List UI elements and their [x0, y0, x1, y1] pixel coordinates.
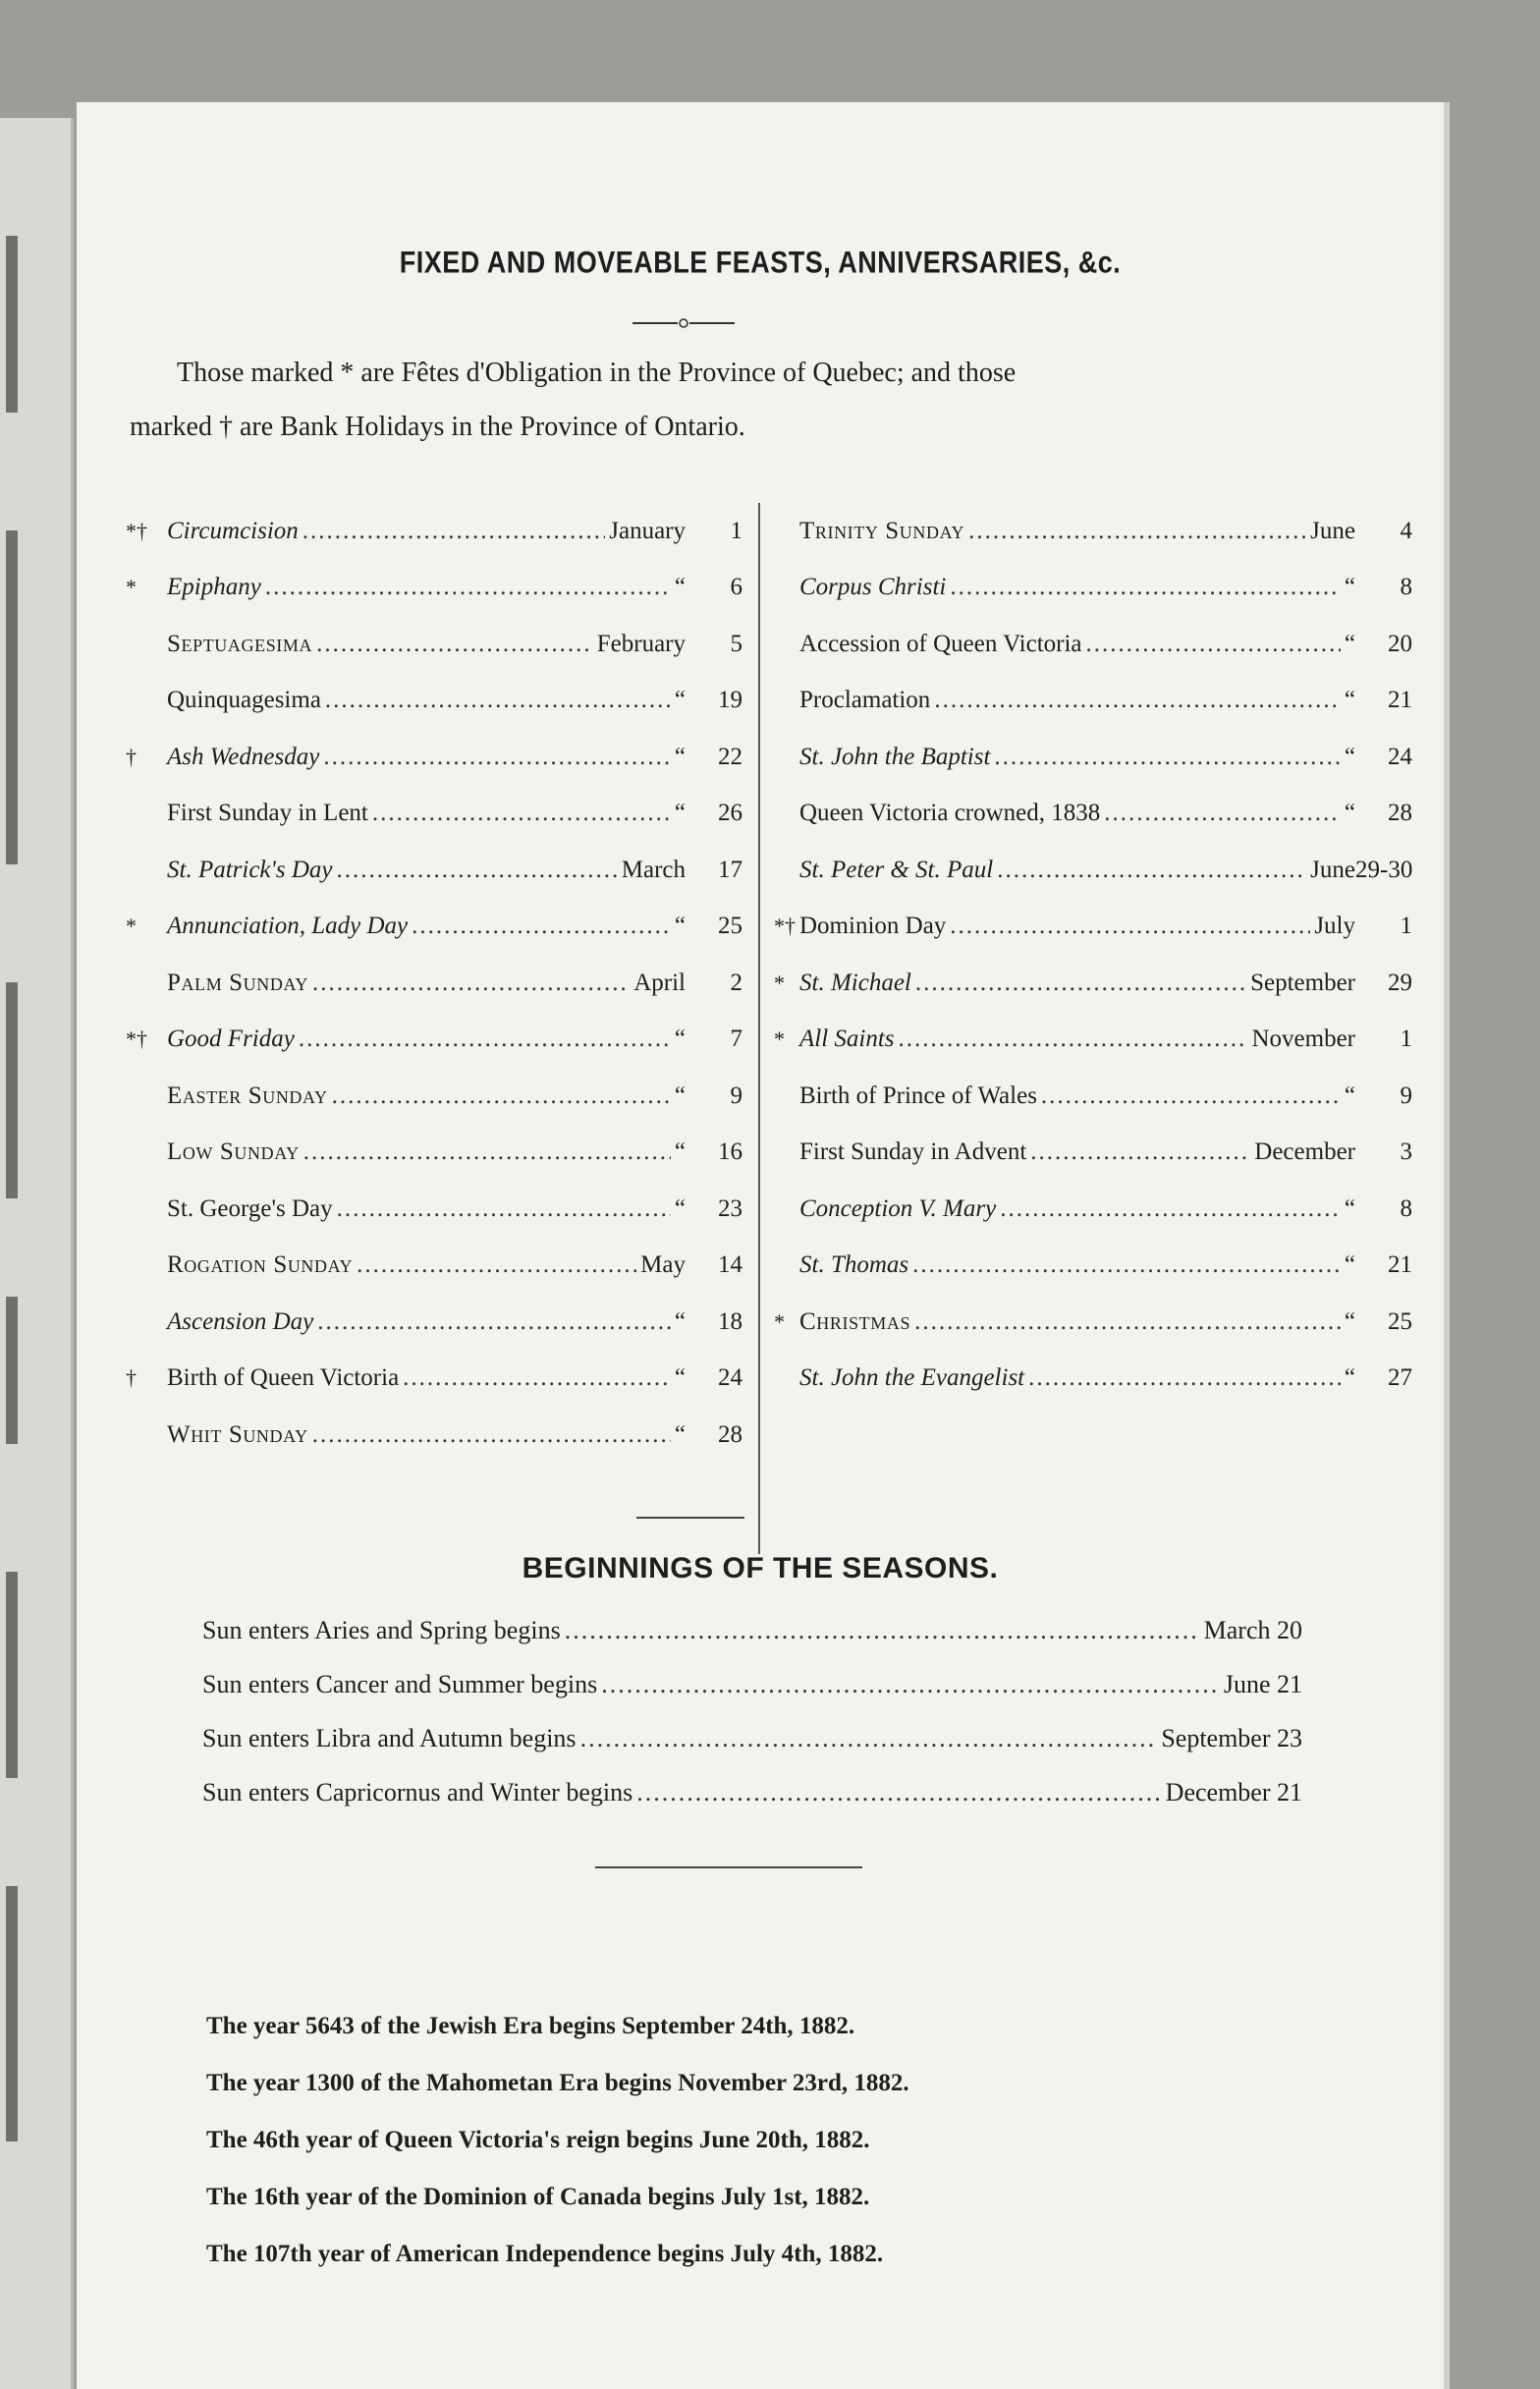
feast-day: 23: [718, 1194, 742, 1222]
print-bleed-mark: [6, 1572, 18, 1778]
leader-dots: [312, 1421, 671, 1449]
feast-row: [774, 729, 1412, 786]
season-date: June 21: [1223, 1669, 1302, 1698]
feast-mark: †: [126, 744, 137, 769]
feast-mark: *†: [126, 518, 147, 543]
page-title: FIXED AND MOVEABLE FEASTS, ANNIVERSARIES, &c.: [399, 245, 1122, 280]
feast-day: 25: [718, 913, 742, 940]
feast-name: Easter Sunday: [167, 1082, 328, 1109]
feast-day: 3: [1400, 1139, 1412, 1166]
feast-day: 20: [1388, 630, 1412, 657]
feast-name: Palm Sunday: [167, 969, 308, 996]
feast-month: “: [1344, 687, 1355, 714]
era-line: The 107th year of American Independence begins July 4th, 1882.: [206, 2241, 884, 2267]
feast-month: “: [674, 574, 686, 601]
leader-dots: [302, 518, 605, 545]
seasons-title: BEGINNINGS OF THE SEASONS.: [522, 1552, 999, 1584]
feast-row: [774, 1351, 1412, 1408]
season-label: Sun enters Libra and Autumn begins: [202, 1723, 577, 1752]
feast-row: [116, 1351, 742, 1408]
leader-dots: [1030, 1139, 1250, 1166]
feast-day: 25: [1388, 1307, 1412, 1335]
leader-dots: [265, 574, 671, 601]
feast-month: “: [674, 913, 686, 940]
feast-row: [774, 1181, 1412, 1238]
leader-dots: [934, 687, 1341, 714]
leader-dots: [323, 744, 671, 771]
feasts-right-column: [774, 503, 1412, 1407]
feast-name: First Sunday in Lent: [167, 800, 368, 827]
feast-mark: †: [126, 1365, 137, 1391]
feast-day: 29-30: [1355, 856, 1413, 883]
feast-day: 8: [1400, 1194, 1412, 1222]
feast-month: “: [674, 1364, 686, 1392]
leader-dots: [994, 744, 1340, 771]
leader-dots: [412, 913, 671, 940]
season-row: [202, 1765, 1302, 1819]
feast-month: June: [1310, 517, 1355, 544]
leader-dots: [1104, 800, 1341, 827]
feast-name: Septuagesima: [167, 630, 313, 657]
feast-day: 19: [718, 687, 742, 714]
feast-name: Dominion Day: [799, 913, 947, 940]
era-line: The year 5643 of the Jewish Era begins September 24th, 1882.: [206, 2013, 855, 2039]
season-label: Sun enters Capricornus and Winter begins: [202, 1777, 633, 1806]
feast-name: Birth of Prince of Wales: [799, 1082, 1037, 1109]
feast-day: 9: [730, 1082, 742, 1109]
season-label: Sun enters Aries and Spring begins: [202, 1615, 561, 1644]
feast-name: Corpus Christi: [799, 574, 947, 601]
feast-row: [116, 1238, 742, 1295]
feast-name: Epiphany: [167, 574, 261, 601]
feast-row: [116, 1407, 742, 1464]
feast-month: “: [674, 1139, 686, 1166]
feast-name: St. Peter & St. Paul: [799, 856, 994, 883]
feast-day: 27: [1388, 1364, 1412, 1392]
feast-day: 4: [1400, 517, 1412, 544]
feast-month: “: [1344, 630, 1355, 657]
feast-mark: *: [774, 970, 785, 995]
feast-row: [116, 673, 742, 730]
feast-name: St. Patrick's Day: [167, 856, 333, 883]
feast-day: 1: [1400, 1026, 1412, 1053]
feast-day: 21: [1388, 687, 1412, 714]
feast-day: 2: [730, 969, 742, 996]
feast-day: 1: [730, 517, 742, 544]
document-page: [77, 102, 1444, 2389]
title-ornament: [632, 316, 735, 330]
feast-month: “: [1344, 1364, 1355, 1392]
feast-month: “: [1344, 743, 1355, 770]
print-bleed-mark: [6, 236, 18, 413]
leader-dots: [316, 631, 593, 658]
feast-name: Conception V. Mary: [799, 1194, 997, 1222]
feast-day: 8: [1400, 574, 1412, 601]
feast-month: “: [674, 1194, 686, 1222]
feast-day: 29: [1388, 969, 1412, 996]
leader-dots: [312, 970, 630, 997]
feast-name: Christmas: [799, 1307, 911, 1335]
feast-month: “: [674, 1026, 686, 1053]
feast-name: First Sunday in Advent: [799, 1139, 1027, 1166]
feasts-table: [116, 503, 1412, 1554]
feast-name: Queen Victoria crowned, 1838: [799, 800, 1101, 827]
season-date: December 21: [1165, 1777, 1302, 1806]
feast-day: 26: [718, 800, 742, 827]
feast-mark: *†: [774, 914, 796, 939]
feast-row: [774, 1294, 1412, 1351]
feast-name: All Saints: [799, 1026, 895, 1053]
feast-month: April: [633, 969, 686, 996]
print-bleed-mark: [6, 982, 18, 1198]
feast-month: March: [621, 856, 686, 883]
season-row: [202, 1711, 1302, 1765]
season-date: September 23: [1161, 1723, 1302, 1752]
feast-day: 24: [1388, 743, 1412, 770]
feast-name: Good Friday: [167, 1026, 295, 1053]
leader-dots: [403, 1364, 671, 1392]
feast-row: [774, 1012, 1412, 1069]
feast-row: [774, 503, 1412, 560]
feast-month: “: [1344, 1194, 1355, 1222]
feast-day: 18: [718, 1307, 742, 1335]
feast-name: St. John the Baptist: [799, 743, 991, 770]
feasts-left-column: [116, 503, 742, 1464]
leader-dots: [968, 518, 1306, 545]
leader-dots: [357, 1251, 636, 1279]
leader-dots: [303, 1139, 671, 1166]
feast-day: 14: [718, 1251, 742, 1279]
leader-dots: [325, 687, 671, 714]
feast-row: [116, 1012, 742, 1069]
leader-dots: [601, 1670, 1220, 1699]
intro-note: [130, 346, 1357, 454]
feast-month: “: [1344, 1251, 1355, 1279]
season-row: [202, 1603, 1302, 1657]
print-bleed-mark: [6, 530, 18, 864]
season-date: March 20: [1203, 1615, 1302, 1644]
feast-row: [774, 616, 1412, 673]
leader-dots: [299, 1026, 671, 1053]
feast-day: 22: [718, 743, 742, 770]
leader-dots: [580, 1724, 1158, 1753]
leader-dots: [337, 1195, 671, 1223]
feast-month: “: [674, 687, 686, 714]
feast-name: Accession of Queen Victoria: [799, 630, 1082, 657]
feast-day: 17: [718, 856, 742, 883]
feast-month: January: [609, 517, 686, 544]
feast-month: February: [596, 630, 686, 657]
feast-month: September: [1250, 969, 1355, 996]
feast-row: [774, 955, 1412, 1012]
feast-month: “: [1344, 800, 1355, 827]
feast-name: St. Michael: [799, 969, 911, 996]
feast-day: 28: [718, 1420, 742, 1448]
feast-day: 24: [718, 1364, 742, 1392]
leader-dots: [915, 970, 1246, 997]
feast-name: St. George's Day: [167, 1194, 333, 1222]
feast-row: [116, 899, 742, 956]
feast-day: 6: [730, 574, 742, 601]
feast-name: St. John the Evangelist: [799, 1364, 1025, 1392]
print-bleed-mark: [6, 1297, 18, 1444]
feast-row: [774, 786, 1412, 843]
feast-day: 1: [1400, 913, 1412, 940]
feast-day: 5: [730, 630, 742, 657]
feast-name: Annunciation, Lady Day: [167, 913, 409, 940]
feast-day: 16: [718, 1139, 742, 1166]
feast-name: Ash Wednesday: [167, 743, 320, 770]
left-page-edge: [0, 118, 74, 2389]
leader-dots: [997, 857, 1306, 884]
seasons-list: [202, 1603, 1302, 1819]
feast-day: 28: [1388, 800, 1412, 827]
feast-mark: *: [774, 1308, 785, 1334]
print-bleed-mark: [6, 1886, 18, 2141]
section-rule: [636, 1517, 744, 1519]
feast-row: [116, 1294, 742, 1351]
feast-month: “: [1344, 574, 1355, 601]
era-list: [206, 1998, 1336, 2283]
leader-dots: [1000, 1195, 1341, 1223]
leader-dots: [636, 1778, 1161, 1807]
feast-name: Rogation Sunday: [167, 1251, 354, 1279]
leader-dots: [332, 1083, 671, 1110]
feast-month: “: [1344, 1307, 1355, 1335]
feast-month: “: [674, 743, 686, 770]
feast-month: “: [1344, 1082, 1355, 1109]
feast-name: Trinity Sunday: [799, 517, 965, 544]
intro-line: marked † are Bank Holidays in the Province of Ontario.: [130, 412, 745, 442]
era-line: The 46th year of Queen Victoria's reign begins June 20th, 1882.: [206, 2127, 870, 2153]
feast-row: [116, 955, 742, 1012]
era-line: The year 1300 of the Mahometan Era begins November 23rd, 1882.: [206, 2070, 909, 2096]
era-line: The 16th year of the Dominion of Canada begins July 1st, 1882.: [206, 2184, 870, 2210]
leader-dots: [1041, 1083, 1341, 1110]
leader-dots: [950, 574, 1341, 601]
feast-mark: *: [774, 1027, 785, 1052]
leader-dots: [950, 913, 1310, 940]
feast-row: [774, 1238, 1412, 1295]
feast-name: St. Thomas: [799, 1251, 909, 1279]
section-rule: [595, 1866, 862, 1868]
feast-row: [116, 616, 742, 673]
leader-dots: [317, 1308, 671, 1336]
feast-row: [116, 560, 742, 617]
feast-month: “: [674, 1082, 686, 1109]
leader-dots: [899, 1026, 1248, 1053]
feast-mark: *: [126, 575, 137, 600]
feast-day: 9: [1400, 1082, 1412, 1109]
feast-month: November: [1251, 1026, 1355, 1053]
feast-name: Whit Sunday: [167, 1420, 308, 1448]
feast-row: [116, 1181, 742, 1238]
leader-dots: [565, 1616, 1200, 1645]
leader-dots: [1028, 1364, 1341, 1392]
feast-month: December: [1254, 1139, 1355, 1166]
feast-row: [774, 1125, 1412, 1182]
feast-row: [116, 503, 742, 560]
feast-month: July: [1314, 913, 1355, 940]
feast-name: Birth of Queen Victoria: [167, 1364, 400, 1392]
season-row: [202, 1657, 1302, 1711]
feast-day: 21: [1388, 1251, 1412, 1279]
leader-dots: [914, 1308, 1341, 1336]
feast-row: [116, 1068, 742, 1125]
feast-month: “: [674, 1420, 686, 1448]
feast-row: [116, 1125, 742, 1182]
column-divider: [758, 503, 760, 1554]
leader-dots: [912, 1251, 1341, 1279]
leader-dots: [372, 800, 671, 827]
feast-row: [774, 899, 1412, 956]
feast-row: [774, 842, 1412, 899]
season-label: Sun enters Cancer and Summer begins: [202, 1669, 598, 1698]
feast-row: [116, 729, 742, 786]
feast-month: June: [1310, 856, 1355, 883]
feast-mark: *†: [126, 1027, 147, 1052]
feast-mark: *: [126, 914, 137, 939]
feast-name: Ascension Day: [167, 1307, 314, 1335]
leader-dots: [1086, 631, 1341, 658]
feast-row: [774, 560, 1412, 617]
feast-row: [116, 842, 742, 899]
intro-line: Those marked * are Fêtes d'Obligation in the Province of Quebec; and those: [177, 358, 1017, 388]
feast-name: Quinquagesima: [167, 687, 321, 714]
feast-month: “: [674, 1307, 686, 1335]
feast-month: May: [640, 1251, 686, 1279]
feast-name: Proclamation: [799, 687, 931, 714]
feast-day: 7: [730, 1026, 742, 1053]
feast-row: [774, 1068, 1412, 1125]
feast-month: “: [674, 800, 686, 827]
feast-row: [116, 786, 742, 843]
leader-dots: [337, 857, 618, 884]
feast-row: [774, 673, 1412, 730]
feast-name: Low Sunday: [167, 1139, 300, 1166]
feast-name: Circumcision: [167, 517, 299, 544]
